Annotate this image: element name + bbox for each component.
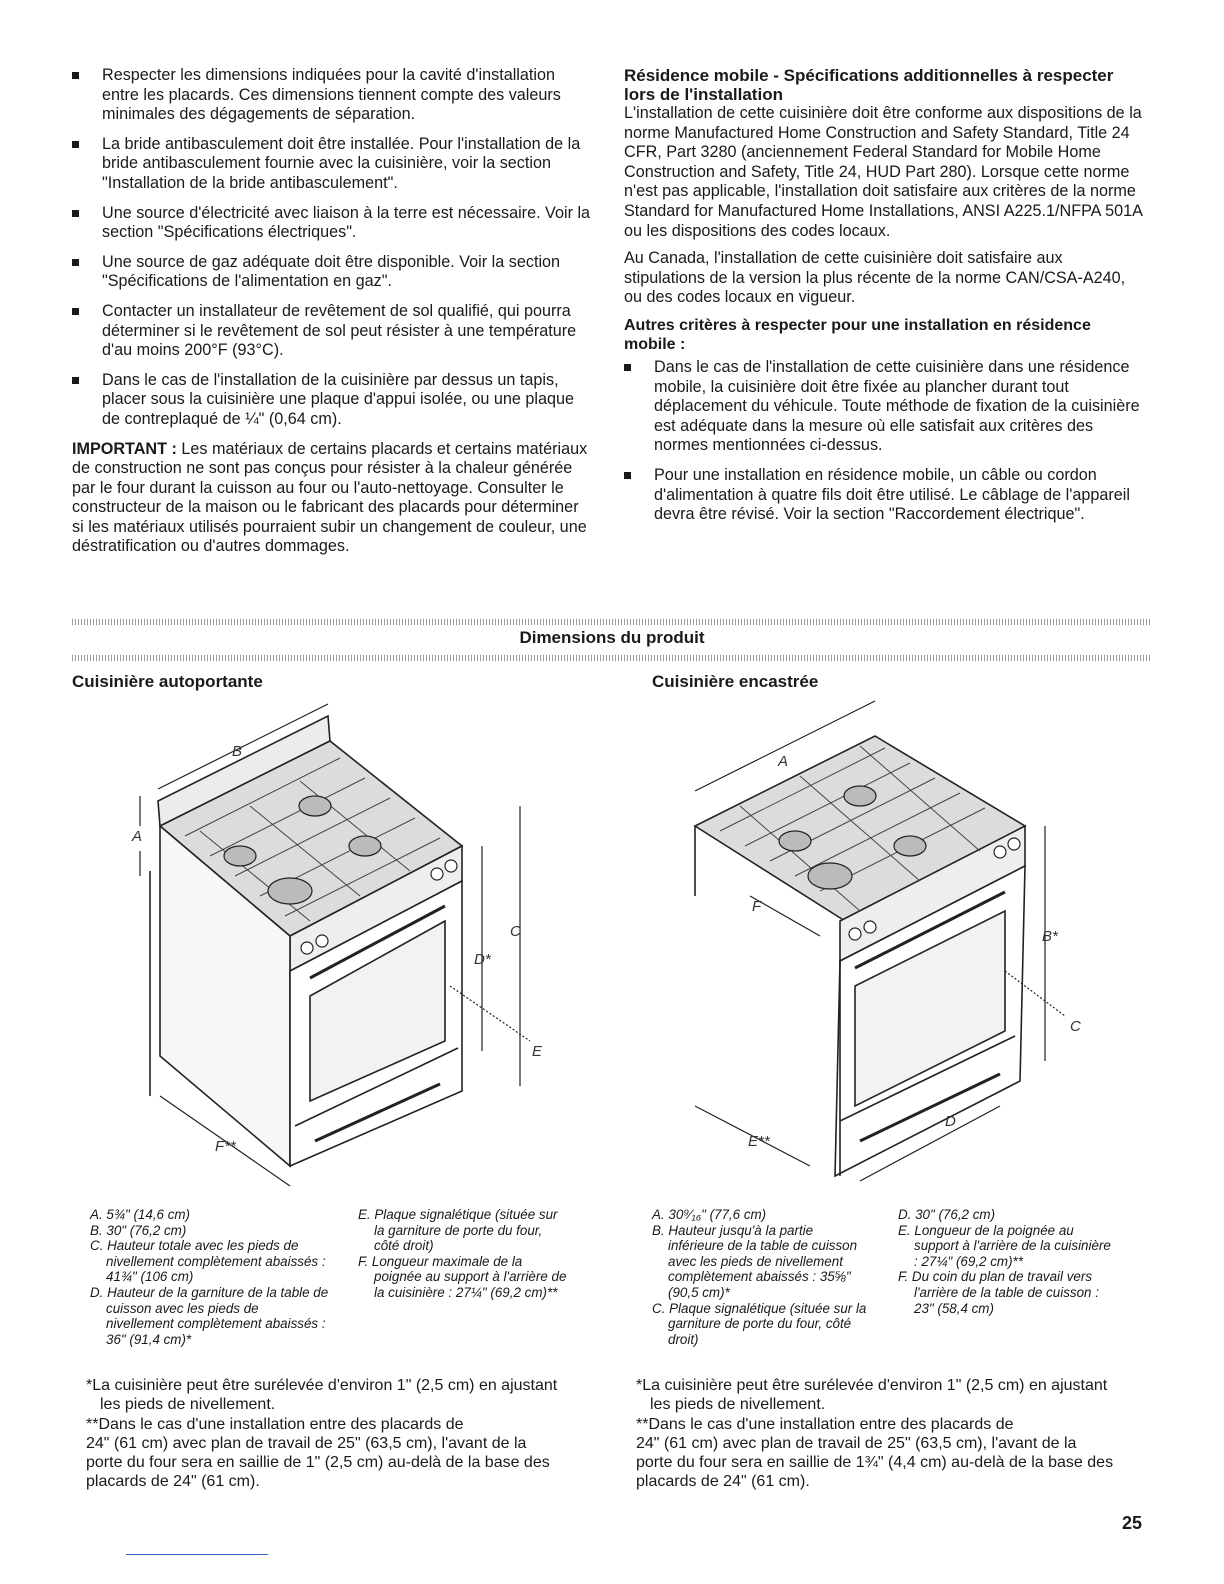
list-item: Dans le cas de l'installation de cette cuisinière dans une résidence mobile, la cuisinière doit être fixée au plancher durant tout déplacement du véhicule. Toute méthode de fixation de la cuisinière est adéquate dans la mesure où elle satisfait aux critères des normes mentionnées ci-dessus.	[624, 358, 1144, 456]
label-d: D	[945, 1113, 956, 1130]
mobile-home-list	[624, 358, 1144, 525]
legend-item: F. Du coin du plan de travail vers l'arrière de la table de cuisson : 23" (58,4 cm)	[898, 1269, 1099, 1316]
label-e: E	[532, 1043, 543, 1060]
mobile-home-subheading: Autres critères à respecter pour une installation en résidence mobile :	[624, 316, 1091, 353]
legend-item: D. Hauteur de la garniture de la table de cuisson avec les pieds de nivellement complètement abaissés : 36" (91,4 cm)*	[90, 1284, 329, 1347]
legend-item: A. 5¾" (14,6 cm)	[90, 1207, 191, 1222]
important-label: IMPORTANT :	[72, 439, 177, 458]
legend-item: B. Hauteur jusqu'à la partie inférieure de la table de cuisson avec les pieds de nivellement complètement abaissés : 35⅝" (90,5 cm)*	[652, 1222, 858, 1300]
right-column	[624, 66, 1144, 535]
footnote-1: *La cuisinière peut être surélevée d'environ 1" (2,5 cm) en ajustant les pieds de nivellement.	[636, 1377, 1108, 1413]
footnote-2-first: **Dans le cas d'une installation entre des placards de	[86, 1416, 464, 1433]
mobile-home-paragraph-2: Au Canada, l'installation de cette cuisinière doit satisfaire aux stipulations de la version la plus récente de la norme CAN/CSA-A240, ou des codes locaux en vigueur.	[624, 249, 1126, 307]
legend-item: F. Longueur maximale de la poignée au support à l'arrière de la cuisinière : 27¼" (69,2 cm)**	[358, 1253, 567, 1300]
list-item: La bride antibasculement doit être installée. Pour l'installation de la bride antibasculement fournie avec la cuisinière, voir la section "Installation de la bride antibasculement".	[72, 135, 592, 194]
slidein-range-diagram	[660, 696, 1130, 1196]
freestanding-footnotes	[86, 1376, 566, 1491]
label-b: B	[232, 743, 243, 760]
page-number: 25	[1121, 1513, 1142, 1533]
legend-item: E. Plaque signalétique (située sur la garniture de porte du four, côté droit)	[358, 1207, 558, 1254]
label-c: C	[510, 923, 521, 940]
legend-item: C. Hauteur totale avec les pieds de nivellement complètement abaissés : 41¾" (106 cm)	[90, 1238, 326, 1285]
label-e: E**	[748, 1133, 770, 1150]
footnote-1: *La cuisinière peut être surélevée d'environ 1" (2,5 cm) en ajustant les pieds de nivellement.	[86, 1377, 558, 1413]
footer-rule	[126, 1554, 268, 1555]
left-column	[72, 66, 592, 565]
label-c: C	[1070, 1018, 1081, 1035]
freestanding-range-diagram	[100, 696, 570, 1196]
legend-item: B. 30" (76,2 cm)	[90, 1222, 187, 1238]
slidein-title: Cuisinière encastrée	[652, 672, 819, 691]
mobile-home-heading: Résidence mobile - Spécifications additionnelles à respecter lors de l'installation	[624, 66, 1114, 104]
legend-item: D. 30" (76,2 cm)	[898, 1207, 996, 1222]
footnote-2	[86, 1415, 566, 1491]
hatch-divider-bottom	[72, 655, 1152, 661]
footnote-2-rest: 24" (61 cm) avec plan de travail de 25" (63,5 cm), l'avant de la porte du four sera en saillie de 1" (2,5 cm) au-delà de la base des placards de 24" (61 cm).	[86, 1435, 550, 1490]
freestanding-legend-col2	[358, 1207, 568, 1301]
slidein-legend-col1	[652, 1207, 872, 1347]
slidein-footnotes	[636, 1376, 1116, 1491]
label-a: A	[132, 828, 143, 845]
footnote-2-first: **Dans le cas d'une installation entre des placards de	[636, 1416, 1014, 1433]
list-item: Une source de gaz adéquate doit être disponible. Voir la section "Spécifications de l'alimentation en gaz".	[72, 253, 592, 292]
freestanding-legend-col1	[90, 1207, 330, 1347]
label-a: A	[778, 753, 789, 770]
legend-item: A. 30⁹⁄₁₆" (77,6 cm)	[652, 1207, 767, 1222]
mobile-home-paragraph-1: L'installation de cette cuisinière doit être conforme aux dispositions de la norme Manufactured Home Construction and Safety Standard, Title 24 CFR, Part 3280 (anciennement Federal Standard for Mobile Home Construction and Safety, Title 24, HUD Part 280). Lorsque cette norme n'est pas applicable, l'installation doit satisfaire aux critères de la norme Standard for Manufactured Home Installations, ANSI A225.1/NFPA 501A ou les dispositions des codes locaux.	[624, 104, 1142, 240]
list-item: Dans le cas de l'installation de la cuisinière par dessus un tapis, placer sous la cuisinière une plaque d'appui isolée, ou une plaque de contreplaqué de ¼" (0,64 cm).	[72, 371, 592, 430]
section-title: Dimensions du produit	[519, 628, 705, 647]
legend-item: E. Longueur de la poignée au support à l'arrière de la cuisinière : 27¼" (69,2 cm)**	[898, 1222, 1111, 1269]
list-item: Une source d'électricité avec liaison à la terre est nécessaire. Voir la section "Spécifications électriques".	[72, 204, 592, 243]
label-b: B*	[1042, 928, 1058, 945]
label-f: F	[752, 898, 762, 915]
list-item: Contacter un installateur de revêtement de sol qualifié, qui pourra déterminer si le revêtement de sol peut résister à une température d'au moins 200°F (93°C).	[72, 302, 592, 361]
list-item: Pour une installation en résidence mobile, un câble ou cordon d'alimentation à quatre fils doit être utilisé. Le câblage de l'appareil devra être révisé. Voir la section "Raccordement électrique".	[624, 466, 1144, 525]
freestanding-title: Cuisinière autoportante	[72, 672, 263, 691]
important-text: Les matériaux de certains placards et certains matériaux de construction ne sont pas conçus pour résister à la chaleur générée par le four durant la cuisson au four ou l'auto-nettoyage. Consulter le constructeur de la maison ou le fabricant des placards pour déterminer si les matériaux utilisés pourraient subir un changement de couleur, une déstratification ou d'autres dommages.	[72, 439, 588, 556]
hatch-divider-top	[72, 619, 1152, 625]
list-item: Respecter les dimensions indiquées pour la cavité d'installation entre les placards. Ces dimensions tiennent compte des valeurs minimales des dégagements de séparation.	[72, 66, 592, 125]
legend-item: C. Plaque signalétique (située sur la garniture de porte du four, côté droit)	[652, 1300, 867, 1347]
important-paragraph	[72, 440, 592, 558]
footnote-2	[636, 1415, 1116, 1491]
slidein-legend-col2	[898, 1207, 1118, 1316]
footnote-2-rest: 24" (61 cm) avec plan de travail de 25" (63,5 cm), l'avant de la porte du four sera en saillie de 1¾" (4,4 cm) au-delà de la base des placards de 24" (61 cm).	[636, 1435, 1114, 1490]
label-d: D*	[474, 951, 491, 968]
label-f: F**	[215, 1138, 236, 1155]
requirements-list	[72, 66, 592, 430]
